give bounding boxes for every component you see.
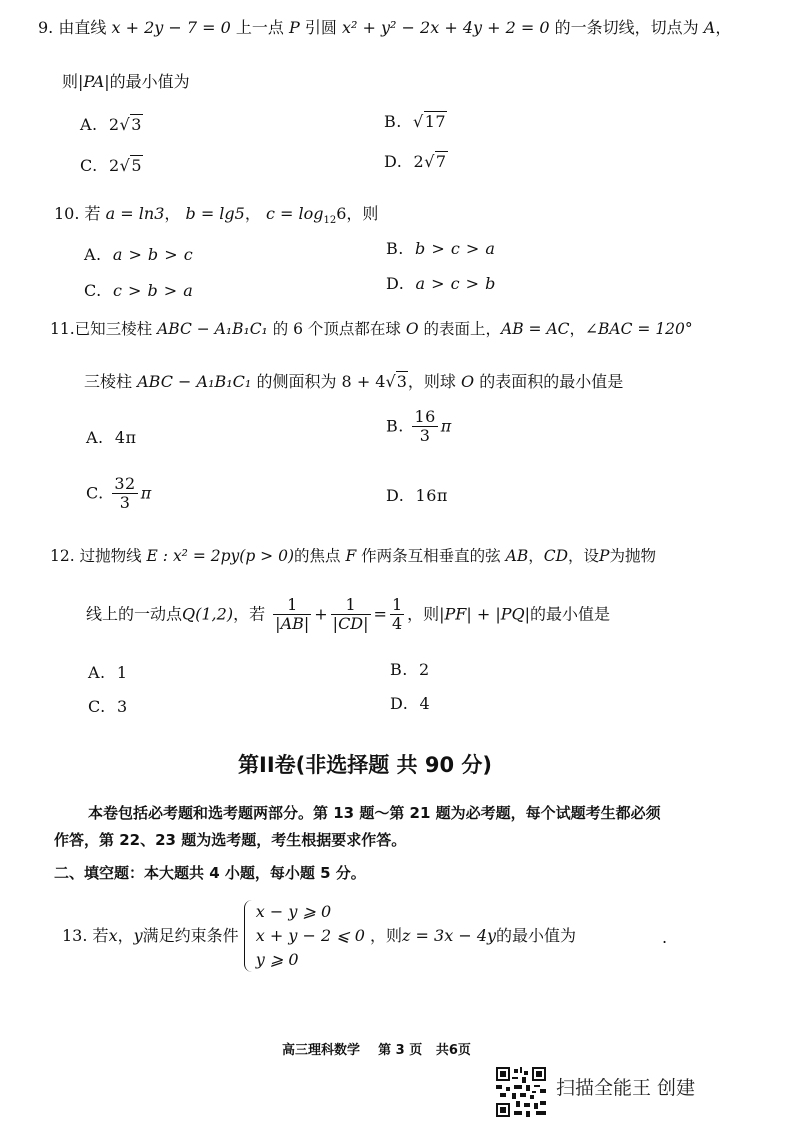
numerator: 1: [287, 595, 298, 614]
fraction: [112, 475, 137, 513]
option-b: [386, 408, 452, 446]
option-a: [88, 663, 128, 683]
log-base: 12: [323, 215, 337, 227]
option-letter: A.: [86, 428, 104, 447]
question-12-line2: [86, 596, 610, 634]
question-10-line1: [54, 204, 378, 228]
option-text: a > b > c: [112, 245, 194, 264]
constraint-1: x − y ⩾ 0: [255, 902, 332, 921]
sphere-label: O: [460, 372, 475, 391]
option-text: 2: [419, 660, 430, 679]
question-text: 的一条切线，切点为: [554, 18, 699, 37]
option-letter: B.: [386, 416, 404, 436]
option-letter: C.: [88, 697, 106, 716]
question-text: 的侧面积为: [256, 372, 337, 391]
question-number: 13.: [62, 926, 88, 945]
option-text: 4π: [114, 428, 137, 447]
point-label: P: [289, 18, 300, 37]
punctuation: ，: [528, 547, 544, 565]
question-number: 10.: [54, 204, 80, 223]
option-text: 3: [116, 697, 128, 716]
prism-label: ABC − A₁B₁C₁: [157, 320, 268, 338]
option-d: [384, 152, 448, 172]
parabola-equation: E : x² = 2py: [146, 547, 240, 565]
focus-label: F: [345, 547, 357, 565]
option-text: 4: [419, 694, 431, 713]
line-equation: x + 2y − 7 = 0: [111, 18, 231, 37]
option-letter: A.: [88, 663, 106, 682]
fraction: [273, 596, 311, 634]
option-text: 16π: [415, 486, 448, 505]
variable-x: x: [108, 926, 118, 945]
subject-label: 高三理科数学: [282, 1043, 361, 1058]
chord-label: AB: [505, 547, 529, 565]
option-b: [386, 239, 495, 259]
punctuation: ，: [244, 204, 261, 223]
segment-length: |PA|: [78, 72, 110, 91]
option-c: [86, 475, 152, 513]
question-text: 的 6 个顶点都在球: [272, 320, 401, 338]
numerator: 1: [345, 595, 356, 614]
left-brace: [244, 900, 253, 972]
question-text: 的最小值为: [109, 72, 190, 91]
option-text: a > c > b: [415, 274, 496, 293]
question-number: 9.: [38, 18, 54, 37]
option-letter: D.: [386, 486, 405, 505]
question-text: 为抛物: [609, 547, 656, 565]
option-c: [80, 156, 143, 176]
question-13: [62, 900, 576, 972]
question-text: 上一点: [235, 18, 284, 37]
question-11-line2: [84, 372, 623, 392]
page-footer: [282, 1043, 471, 1059]
question-text: 由直线: [58, 18, 107, 37]
question-number: 11.: [50, 320, 75, 338]
page-total: 共6页: [435, 1043, 471, 1058]
angle-value: ∠BAC = 120°: [585, 320, 693, 338]
option-d: [386, 274, 496, 294]
radicand: 3: [131, 115, 142, 134]
constraint-2: x + y − 2 ⩽ 0: [255, 926, 365, 945]
question-text: ，则: [407, 604, 440, 624]
question-text: 满足约束条件: [142, 926, 239, 945]
option-letter: D.: [390, 694, 409, 713]
question-text: 已知三棱柱: [74, 320, 153, 338]
log-text: c = log: [265, 204, 324, 223]
sqrt-sign: √7: [424, 152, 447, 171]
numerator: 1: [391, 595, 403, 614]
pi-symbol: π: [140, 483, 152, 503]
option-c: [84, 281, 193, 301]
option-text: 1: [116, 663, 128, 682]
question-text: 三棱柱: [84, 372, 133, 391]
sqrt-sign: √3: [385, 372, 407, 391]
option-letter: C.: [86, 483, 104, 503]
a-definition: a = ln3: [105, 204, 165, 223]
sphere-label: O: [405, 320, 419, 338]
fraction: [412, 408, 437, 446]
question-text: 的表面上，: [423, 320, 502, 338]
option-d: [390, 694, 430, 714]
option-a: [86, 428, 137, 448]
radicand: 7: [435, 152, 447, 171]
section-intro-line2: 作答，第 22、23 题为选考题，考生根据要求作答。: [54, 831, 407, 849]
question-text: 若: [92, 926, 109, 945]
sqrt-sign: √5: [119, 156, 143, 175]
question-text: ，则: [370, 926, 403, 945]
option-letter: C.: [80, 156, 98, 175]
b-definition: b = lg5: [185, 204, 245, 223]
question-9-line1: [38, 18, 731, 38]
edge-equality: AB = AC: [501, 320, 570, 338]
option-letter: C.: [84, 281, 102, 300]
option-text: c > b > a: [112, 281, 194, 300]
question-text: 的焦点: [294, 547, 341, 565]
question-text: ，若: [233, 604, 266, 624]
option-b: [384, 112, 447, 132]
numerator: 16: [414, 407, 436, 426]
question-text: 过抛物线: [79, 547, 142, 565]
radicand: 3: [396, 372, 407, 391]
question-text: ，设: [568, 547, 600, 565]
question-text: 的最小值是: [530, 604, 611, 624]
stray-dot: .: [662, 928, 668, 947]
circle-equation: x² + y² − 2x + 4y + 2 = 0: [341, 18, 550, 37]
point-q: Q(1,2): [182, 604, 234, 624]
option-a: [84, 245, 193, 265]
constraint-3: y ⩾ 0: [255, 950, 299, 969]
prism-label: ABC − A₁B₁C₁: [137, 372, 252, 391]
part-heading: 二、填空题：本大题共 4 小题，每小题 5 分。: [54, 864, 366, 882]
sqrt-sign: √3: [119, 115, 142, 134]
question-9-line2: [62, 72, 190, 92]
area-value: 8 + 4: [341, 372, 386, 391]
plus-sign: +: [314, 604, 328, 624]
question-text: 引圆: [304, 18, 337, 37]
question-text: ，则: [346, 204, 379, 223]
option-coef: 2: [413, 152, 425, 171]
denominator: |AB|: [275, 614, 310, 634]
question-11-line1: [50, 320, 693, 339]
pi-symbol: π: [440, 416, 452, 436]
punctuation: ，: [164, 204, 181, 223]
section-intro-line1: 本卷包括必考题和选考题两部分。第 13 题～第 21 题为必考题，每个试题考生都必须: [88, 804, 661, 822]
option-letter: A.: [80, 115, 98, 134]
option-a: [80, 115, 143, 135]
option-coef: 2: [108, 156, 120, 175]
section-title: 第II卷(非选择题 共 90 分): [238, 753, 492, 777]
question-text: 则: [62, 72, 79, 91]
point-label: P: [599, 547, 610, 565]
question-text: 作两条互相垂直的弦: [361, 547, 501, 565]
option-coef: 2: [108, 115, 120, 134]
question-text: 线上的一动点: [86, 604, 183, 624]
question-text: ，则球: [407, 372, 456, 391]
numerator: 32: [114, 474, 136, 493]
punctuation: ，: [117, 926, 134, 945]
question-text: 的最小值为: [496, 926, 577, 945]
option-c: [88, 697, 128, 717]
question-text: 若: [84, 204, 101, 223]
chord-label: CD: [543, 547, 569, 565]
question-text: 的表面积的最小值是: [479, 372, 624, 391]
page-number: 第 3 页: [378, 1043, 423, 1058]
option-letter: D.: [386, 274, 405, 293]
option-letter: A.: [84, 245, 102, 264]
log-argument: 6: [336, 204, 347, 223]
distance-sum: |PF| + |PQ|: [439, 604, 531, 624]
equals-sign: =: [373, 604, 387, 624]
radicand: 17: [424, 112, 447, 131]
c-definition: [265, 204, 347, 227]
punctuation: ，: [715, 18, 732, 37]
point-label: A: [703, 18, 716, 37]
fraction: [331, 596, 371, 634]
radicand: 5: [131, 156, 143, 175]
option-b: [390, 660, 430, 680]
denominator: 3: [112, 493, 137, 512]
scanner-watermark: 扫描全能王 创建: [556, 1077, 696, 1099]
denominator: 4: [391, 614, 403, 634]
parameter-condition: (p > 0): [239, 547, 295, 565]
option-d: [386, 486, 448, 506]
denominator: 3: [412, 426, 437, 445]
option-letter: B.: [386, 239, 404, 258]
question-number: 12.: [50, 547, 75, 565]
constraint-system: [244, 900, 365, 972]
option-letter: D.: [384, 152, 403, 171]
fraction: [390, 596, 404, 634]
variable-y: y: [133, 926, 143, 945]
option-text: b > c > a: [415, 239, 496, 258]
option-letter: B.: [384, 112, 402, 131]
option-letter: B.: [390, 660, 408, 679]
punctuation: ，: [569, 320, 586, 338]
question-12-line1: [50, 547, 656, 566]
sqrt-sign: √17: [413, 112, 447, 131]
qr-code-icon: [496, 1067, 546, 1117]
denominator: |CD|: [332, 614, 369, 634]
objective-function: z = 3x − 4y: [402, 926, 497, 945]
